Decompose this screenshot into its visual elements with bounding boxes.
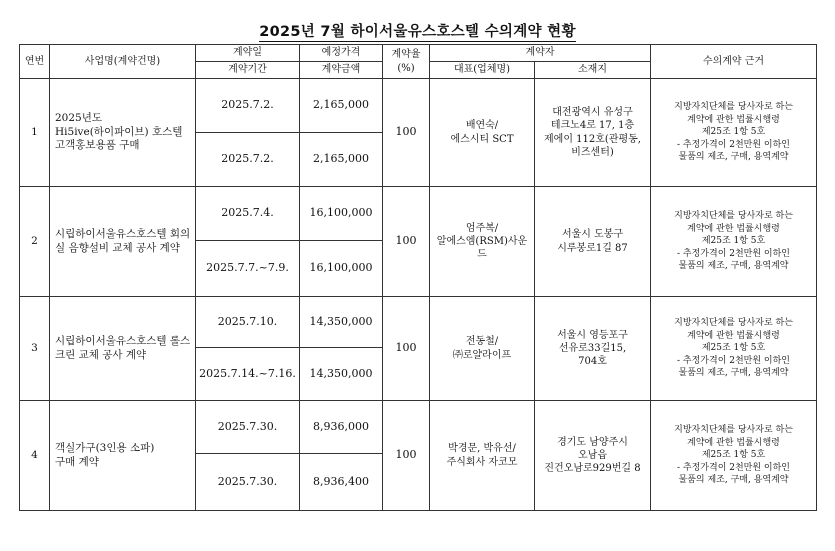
table-row <box>20 297 817 348</box>
contract-table <box>19 44 817 511</box>
cell-est-price: 2,165,000 <box>300 79 383 133</box>
table-row <box>20 79 817 133</box>
header-project: 사업명(계약건명) <box>50 45 196 79</box>
header-rate <box>383 45 430 79</box>
page-title <box>0 20 835 41</box>
cell-period: 2025.7.7.~7.9. <box>196 241 300 297</box>
header-period: 계약기간 <box>196 62 300 79</box>
cell-no: 1 <box>20 79 50 187</box>
cell-no: 3 <box>20 297 50 401</box>
page-title-text: 2025년 7월 하이서울유스호스텔 수의계약 현황 <box>259 24 576 40</box>
header-rate-unit: (%) <box>397 62 415 74</box>
cell-amount: 14,350,000 <box>300 348 383 401</box>
cell-rep: 전동철/ ㈜로얄라이프 <box>430 297 535 401</box>
cell-amount: 16,100,000 <box>300 241 383 297</box>
cell-rate: 100 <box>383 401 430 511</box>
cell-basis: 지방자치단체를 당사자로 하는 계약에 관한 법률시행령 제25조 1항 5호 - 추정가격이 2천만원 이하인 물품의 제조, 구매, 용역계약 <box>651 297 817 401</box>
cell-basis: 지방자치단체를 당사자로 하는 계약에 관한 법률시행령 제25조 1항 5호 - 추정가격이 2천만원 이하인 물품의 제조, 구매, 용역계약 <box>651 401 817 511</box>
header-est-price: 예정가격 <box>300 45 383 62</box>
header-rate-label: 계약율 <box>391 49 421 61</box>
cell-basis: 지방자치단체를 당사자로 하는 계약에 관한 법률시행령 제25조 1항 5호 - 추정가격이 2천만원 이하인 물품의 제조, 구매, 용역계약 <box>651 79 817 187</box>
cell-est-price: 14,350,000 <box>300 297 383 348</box>
cell-rate: 100 <box>383 297 430 401</box>
cell-no: 4 <box>20 401 50 511</box>
cell-project: 시립하이서울유스호스텔 롤스 크린 교체 공사 계약 <box>50 297 196 401</box>
cell-rep: 배연숙/ 에스시티 SCT <box>430 79 535 187</box>
header-basis: 수의계약 근거 <box>651 45 817 79</box>
cell-addr: 서울시 영등포구 선유로33길15, 704호 <box>535 297 651 401</box>
cell-addr: 서울시 도봉구 시루봉로1길 87 <box>535 187 651 297</box>
cell-no: 2 <box>20 187 50 297</box>
table-row <box>20 401 817 454</box>
cell-project: 시립하이서울유스호스텔 회의 실 음향설비 교체 공사 계약 <box>50 187 196 297</box>
header-no: 연번 <box>20 45 50 79</box>
header-addr: 소재지 <box>535 62 651 79</box>
cell-date: 2025.7.10. <box>196 297 300 348</box>
cell-est-price: 16,100,000 <box>300 187 383 241</box>
header-contractor: 계약자 <box>430 45 651 62</box>
cell-est-price: 8,936,000 <box>300 401 383 454</box>
cell-project: 2025년도 Hi5ive(하이파이브) 호스텔 고객홍보용품 구매 <box>50 79 196 187</box>
cell-rate: 100 <box>383 187 430 297</box>
table-row <box>20 187 817 241</box>
cell-date: 2025.7.4. <box>196 187 300 241</box>
cell-rep: 박경문, 박유선/ 주식회사 자코모 <box>430 401 535 511</box>
cell-period: 2025.7.30. <box>196 454 300 511</box>
header-rep: 대표(업체명) <box>430 62 535 79</box>
cell-basis: 지방자치단체를 당사자로 하는 계약에 관한 법률시행령 제25조 1항 5호 - 추정가격이 2천만원 이하인 물품의 제조, 구매, 용역계약 <box>651 187 817 297</box>
cell-period: 2025.7.14.~7.16. <box>196 348 300 401</box>
cell-addr: 경기도 남양주시 오남읍 진건오남로929번길 8 <box>535 401 651 511</box>
header-date: 계약일 <box>196 45 300 62</box>
cell-amount: 8,936,400 <box>300 454 383 511</box>
cell-amount: 2,165,000 <box>300 133 383 187</box>
cell-project: 객실가구(3인용 소파) 구매 계약 <box>50 401 196 511</box>
cell-date: 2025.7.2. <box>196 79 300 133</box>
cell-rep: 엄주복/ 알에스엠(RSM)사운드 <box>430 187 535 297</box>
header-row-1 <box>20 45 817 62</box>
cell-rate: 100 <box>383 79 430 187</box>
cell-period: 2025.7.2. <box>196 133 300 187</box>
table-body <box>20 79 817 511</box>
cell-date: 2025.7.30. <box>196 401 300 454</box>
header-amount: 계약금액 <box>300 62 383 79</box>
cell-addr: 대전광역시 유성구 테크노4로 17, 1층 제에이 112호(관평동, 비즈센터) <box>535 79 651 187</box>
